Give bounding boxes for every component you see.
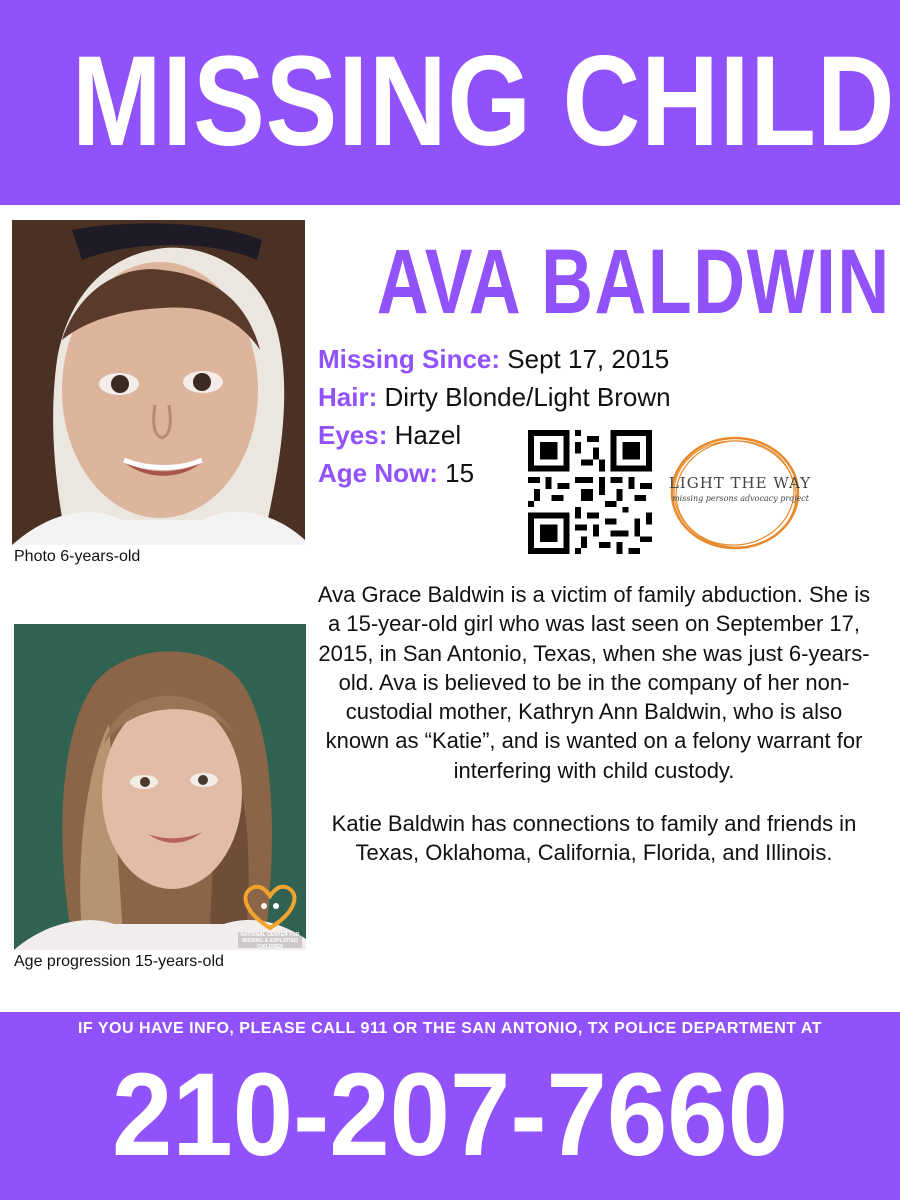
childhood-photo-caption: Photo 6-years-old bbox=[14, 548, 141, 565]
qr-code-icon[interactable] bbox=[527, 430, 653, 554]
age-progression-caption: Age progression 15-years-old bbox=[14, 953, 224, 970]
top-banner bbox=[0, 0, 900, 205]
fact-missing-since: Missing Since: Sept 17, 2015 bbox=[318, 344, 670, 374]
poster-title: MISSING CHILD bbox=[72, 30, 896, 173]
logo-name: LIGHT THE WAY bbox=[668, 474, 812, 492]
fact-eyes: Eyes: Hazel bbox=[318, 420, 462, 450]
age-progression-photo bbox=[14, 624, 306, 950]
call-instruction: IF YOU HAVE INFO, PLEASE CALL 911 OR THE SAN ANTONIO, TX POLICE DEPARTMENT AT bbox=[77, 1020, 823, 1037]
fact-hair: Hair: Dirty Blonde/Light Brown bbox=[318, 382, 671, 412]
childhood-photo-illustration bbox=[12, 220, 305, 545]
childhood-photo bbox=[12, 220, 305, 545]
fact-age-now: Age Now: 15 bbox=[318, 458, 475, 488]
ncmec-watermark-text: NATIONAL CENTER FOR MISSING & EXPLOITED CHILDREN bbox=[240, 932, 300, 950]
case-paragraph-1: Ava Grace Baldwin is a victim of family abduction. She is a 15-year-old girl who was last seen on September 17, 2015, in San Antonio, Texas, when she was just 6-years-old. Ava is believed to be in the company of her non-custodial mother, Kathryn Ann Baldwin, who is also known as “Katie”, and is wanted on a felony warrant for interfering with child custody. bbox=[317, 582, 871, 783]
light-the-way-logo-icon bbox=[665, 434, 805, 552]
case-description bbox=[314, 580, 874, 868]
logo-tagline: missing persons advocacy project bbox=[672, 494, 809, 503]
child-name: AVA BALDWIN bbox=[376, 231, 891, 333]
phone-number[interactable]: 210-207-7660 bbox=[111, 1049, 789, 1181]
case-paragraph-2: Katie Baldwin has connections to family and friends in Texas, Oklahoma, California, Florida, and Illinois. bbox=[331, 811, 857, 866]
